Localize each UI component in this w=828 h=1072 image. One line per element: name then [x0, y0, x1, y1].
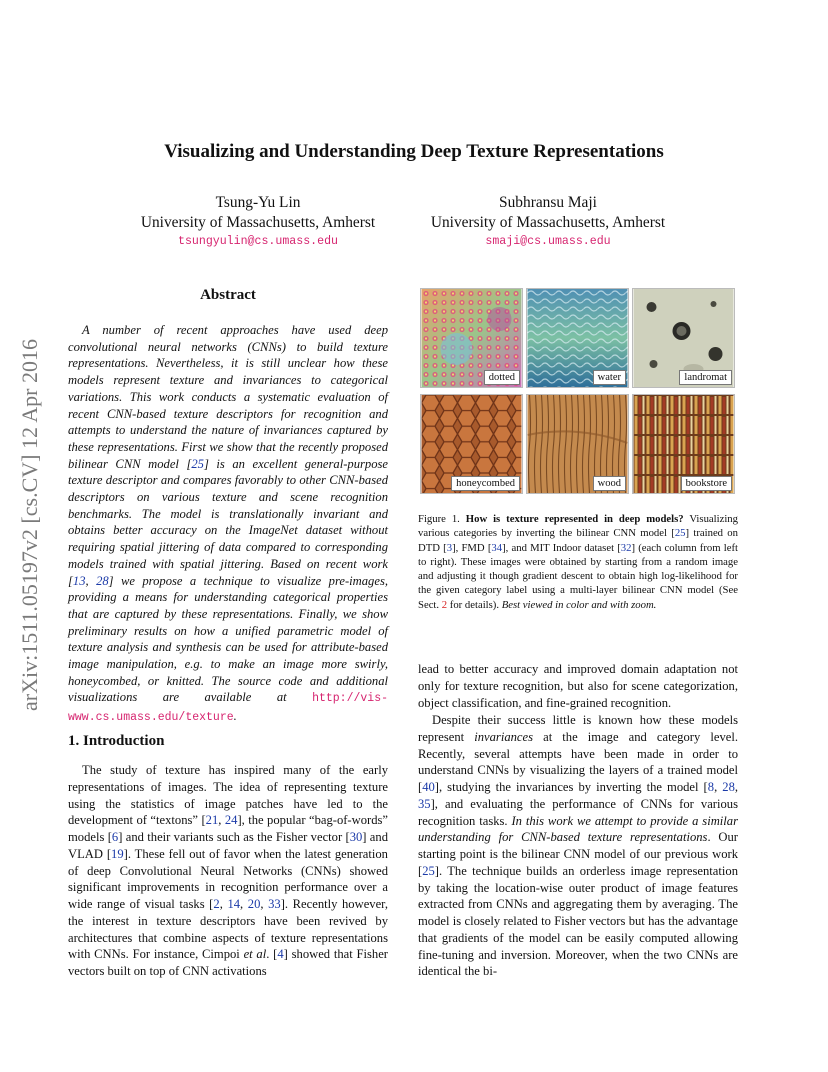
citation-link[interactable]: 14	[227, 897, 241, 911]
texture-tile-water	[526, 288, 629, 388]
abstract-text: ,	[85, 573, 97, 588]
tile-label: dotted	[484, 370, 520, 385]
abstract-text: A number of recent approaches have used deep convolutional neural networks (CNNs) to build texture representations. Nevertheless, it is still unclear how these models represent texture and invariances to categorical variations. This work conducts a systematic evaluation of recent CNN-based texture descriptors for recognition and attempts to understand the nature of invariances captured by these representations. First we show that the recently proposed bilinear CNN model [	[68, 323, 388, 471]
abstract-heading: Abstract	[200, 287, 256, 303]
citation-link[interactable]: 40	[422, 780, 435, 794]
citation-link[interactable]: 35	[418, 796, 431, 811]
citation-link[interactable]: 6	[111, 830, 119, 844]
tile-label: water	[593, 370, 626, 385]
citation-link[interactable]: 25	[191, 456, 204, 471]
citation-link[interactable]: 28	[96, 573, 109, 588]
abstract-text: ] is an excellent general-purpose texture descriptor and compares favorably to other CNN-based descriptors on various texture and scene recognition benchmarks. The model is translationally invariant and obtains better accuracy on the ImageNet dataset without requiring spatial jittering of data compared to corresponding models trained with spatial jittering. Based on recent work [	[68, 456, 388, 588]
citation-link[interactable]: 32	[620, 541, 632, 554]
figure-caption: Figure 1. How is texture represented in deep models? Visualizing various categories by inverting the bilinear CNN model [25] trained on DTD [3], FMD [34], and MIT Indoor dataset [32] (each column from left to right). These images were obtained by starting from a random image and adjusting it though gradient descent to obtain high log-likelihood for the given category label using a multi-layer bilinear CNN model (See Sect. 2 for details). Best viewed in color and with zoom.	[418, 513, 738, 611]
right-paragraph-2: Despite their success little is known how these models represent invariances at the image and category level. Recently, several attempts have been made in order to understand CNNs by visualizing the layers of a trained model [40], studying the invariances by inverting the model [8, 28, 35], and evaluating the performance of CNNs for various recognition tasks. In this work we attempt to provide a similar understanding for CNN-based texture representations. Our starting point is the bilinear CNN model of our previous work [25]. The technique builds an orderless image representation by taking the location-wise outer product of image features extracted from CNNs and aggregating them by averaging. The model is closely related to Fisher vectors but has the advantage that gradients of the model can be easily computed allowing fine-tuning and inversion. Moreover, when the two CNNs are identical the bi-	[418, 713, 739, 979]
section-heading: 1. Introduction	[68, 733, 165, 749]
author-email[interactable]: smaji@cs.umass.edu	[485, 235, 611, 248]
intro-paragraph: The study of texture has inspired many of the early representations of images. The idea of representing texture using the statistics of image patches have led to the development of “textons” [21, 24], the popular “bag-of-words” models [6] and their variants such as the Fisher vector [30] and VLAD [19]. These fell out of favor when the latest generation of deep Convolutional Neural Networks (CNNs) showed significant improvements in recognition performance over a wide range of visual tasks [2, 14, 20, 33]. Recently however, the interest in texture descriptors have been revived by architectures that combine aspects of texture representations with CNNs. For instance, Cimpoi et al. [4] showed that Fisher vectors built on top of CNN activations	[68, 763, 389, 978]
citation-link[interactable]: 25	[674, 527, 686, 540]
paper-title: Visualizing and Understanding Deep Texture Representations	[164, 141, 664, 162]
citation-link[interactable]: 4	[277, 947, 284, 962]
abstract-text: ] we propose a technique to visualize pre-images, providing a means for understanding categorical properties that are captured by these representations. Finally, we show preliminary results on how a unified parametric model of texture analysis and synthesis can be used for attribute-based image manipulation, e.g. to make an image more swirly, honeycombed, or knitted. The source code and additional visualizations are available at	[68, 573, 388, 705]
author-affiliation: University of Massachusetts, Amherst	[430, 214, 666, 231]
texture-tile-honeycombed	[420, 394, 523, 494]
citation-link[interactable]: 25	[422, 863, 435, 878]
citation-link[interactable]: 21	[205, 813, 219, 828]
citation-link[interactable]: 24	[224, 813, 238, 828]
citation-link[interactable]: 8	[707, 780, 715, 794]
tile-label: landromat	[679, 370, 732, 385]
author-email[interactable]: tsungyulin@cs.umass.edu	[177, 235, 339, 248]
tile-label: bookstore	[681, 476, 732, 491]
figure-1	[420, 288, 736, 494]
author-affiliation: University of Massachusetts, Amherst	[140, 214, 376, 231]
citation-link[interactable]: 3	[446, 541, 453, 554]
author-block-2	[418, 193, 678, 251]
author-block-1	[128, 193, 388, 251]
citation-link[interactable]: 34	[491, 541, 503, 554]
texture-tile-bookstore	[632, 394, 735, 494]
section-ref-link[interactable]: 2	[441, 598, 448, 611]
right-paragraph-1: lead to better accuracy and improved domain adaptation not only for texture recognition, but also for scene categorization, object classification, and fine-grained recognition.	[418, 662, 738, 710]
citation-link[interactable]: 13	[72, 573, 86, 588]
abstract-text: .	[233, 709, 237, 724]
citation-link[interactable]: 28	[722, 780, 735, 794]
abstract-body	[68, 322, 388, 727]
citation-link[interactable]: 20	[247, 897, 261, 911]
texture-tile-wood	[526, 394, 629, 494]
author-name: Subhransu Maji	[499, 194, 597, 211]
author-name: Tsung-Yu Lin	[215, 194, 301, 211]
arxiv-stamp: arXiv:1511.05197v2 [cs.CV] 12 Apr 2016	[17, 339, 42, 711]
texture-tile-dotted	[420, 288, 523, 388]
citation-link[interactable]: 33	[268, 897, 281, 911]
citation-link[interactable]: 19	[111, 846, 124, 861]
source-code-link[interactable]: http://vis-www.cs.umass.edu/texture	[68, 692, 388, 725]
texture-tile-landromat	[632, 288, 735, 388]
citation-link[interactable]: 2	[213, 897, 220, 911]
citation-link[interactable]: 30	[349, 830, 363, 844]
tile-label: honeycombed	[451, 476, 520, 491]
tile-label: wood	[593, 476, 626, 491]
